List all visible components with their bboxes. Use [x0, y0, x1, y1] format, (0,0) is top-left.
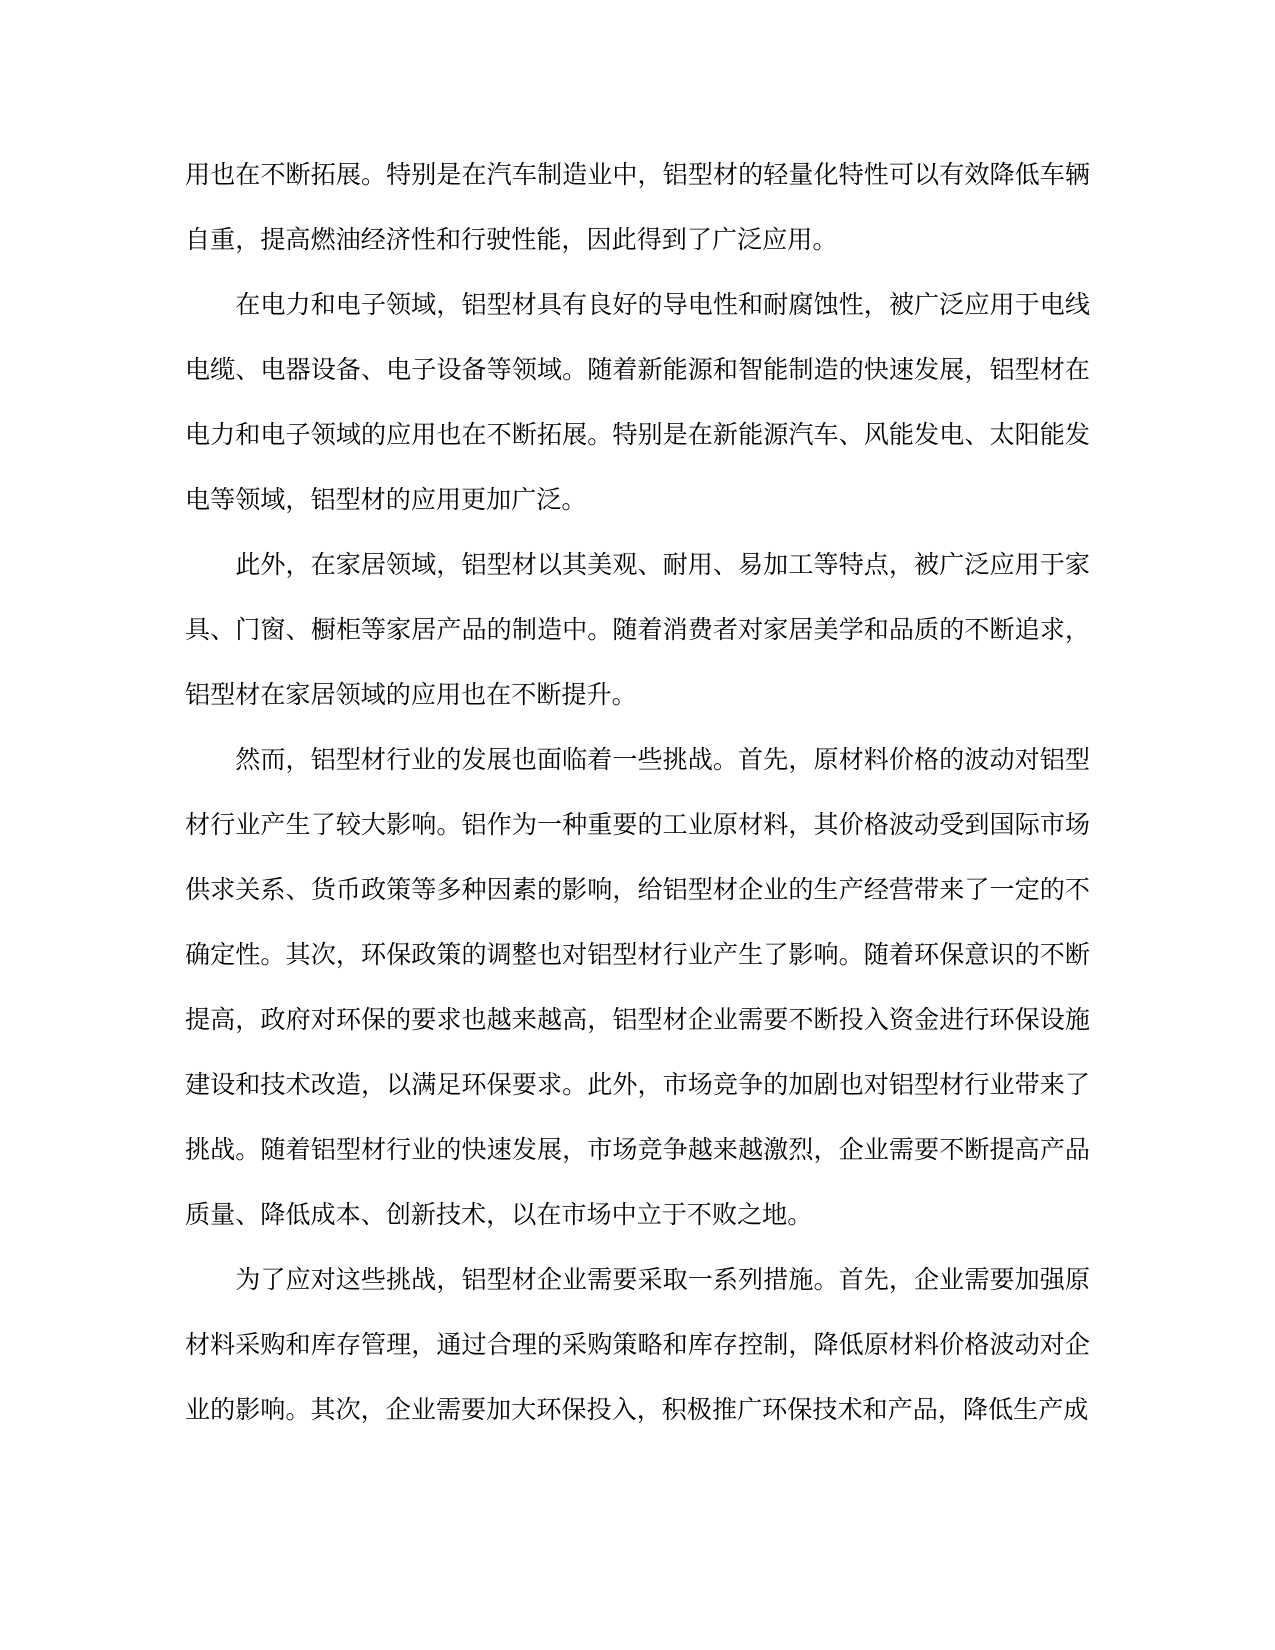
paragraph-industry-challenges: 然而，铝型材行业的发展也面临着一些挑战。首先，原材料价格的波动对铝型材行业产生了较大影响。铝作为一种重要的工业原材料，其价格波动受到国际市场供求关系、货币政策等多种因素的影响，给铝型材企业的生产经营带来了一定的不确定性。其次，环保政策的调整也对铝型材行业产生了影响。随着环保意识的不断提高，政府对环保的要求也越来越高，铝型材企业需要不断投入资金进行环保设施建设和技术改造，以满足环保要求。此外，市场竞争的加剧也对铝型材行业带来了挑战。随着铝型材行业的快速发展，市场竞争越来越激烈，企业需要不断提高产品质量、降低成本、创新技术，以在市场中立于不败之地。: [185, 746, 1090, 1229]
document-body: [185, 143, 1090, 1443]
paragraph-applications-auto: 用也在不断拓展。特别是在汽车制造业中，铝型材的轻量化特性可以有效降低车辆自重，提高燃油经济性和行驶性能，因此得到了广泛应用。: [185, 161, 1090, 254]
paragraph-countermeasures: 为了应对这些挑战，铝型材企业需要采取一系列措施。首先，企业需要加强原材料采购和库存管理，通过合理的采购策略和库存控制，降低原材料价格波动对企业的影响。其次，企业需要加大环保投入，积极推广环保技术和产品，降低生产成: [185, 1266, 1090, 1424]
paragraph-power-electronics: 在电力和电子领域，铝型材具有良好的导电性和耐腐蚀性，被广泛应用于电线电缆、电器设备、电子设备等领域。随着新能源和智能制造的快速发展，铝型材在电力和电子领域的应用也在不断拓展。特别是在新能源汽车、风能发电、太阳能发电等领域，铝型材的应用更加广泛。: [185, 291, 1090, 514]
paragraph-home-furnishing: 此外，在家居领域，铝型材以其美观、耐用、易加工等特点，被广泛应用于家具、门窗、橱柜等家居产品的制造中。随着消费者对家居美学和品质的不断追求，铝型材在家居领域的应用也在不断提升。: [185, 551, 1090, 709]
